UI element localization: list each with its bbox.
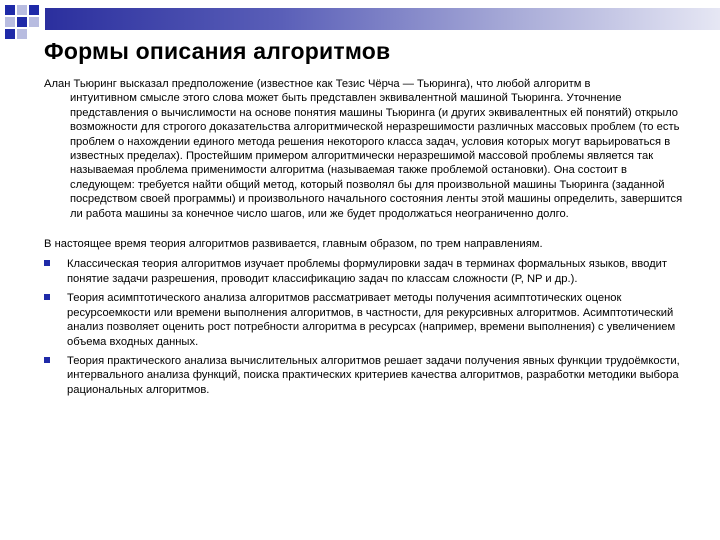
intro-continuation: интуитивном смысле этого слова может быть представлен эквивалентной машиной Тьюринга. Уточнение представления о вычислимости на основе понятия машины Тьюринга (и других эквивалентных ей понятий) открыло возможности для строгого доказательства алгоритмической неразрешимости различных массовых проблем (то есть проблем о нахождении единого метода решения некоторого класса задач, условия которых могут варьироваться в известных пределах). Простейшим примером алгоритмически неразрешимой массовой проблемы является так называемая проблема применимости алгоритма (называемая также проблемой остановки). Она состоит в следующем: требуется найти общий метод, который позволял бы для произвольной машины Тьюринга (заданной посредством своей программы) и произвольного начального состояния ленты этой машины определить, завершится ли работа машины за конечное число шагов, или же будет продолжаться неограниченно долго. <box>70 92 683 220</box>
slide-content <box>44 77 684 402</box>
intro-paragraph <box>44 77 684 221</box>
decor-square <box>5 29 15 39</box>
square-bullet-icon <box>44 357 50 363</box>
square-bullet-icon <box>44 294 50 300</box>
list-item <box>44 291 684 349</box>
intro-first-line: Алан Тьюринг высказал предположение (известное как Тезис Чёрча — Тьюринга), что любой алгоритм в <box>44 78 591 90</box>
decor-square <box>29 5 39 15</box>
square-bullet-icon <box>44 260 50 266</box>
decor-square <box>17 17 27 27</box>
list-item-text: Классическая теория алгоритмов изучает проблемы формулировки задач в терминах формальных языков, вводит понятие задачи разрешения, проводит классификацию задач по классам сложности (P, NP и др.). <box>67 258 667 285</box>
directions-paragraph: В настоящее время теория алгоритмов развивается, главным образом, по трем направлениям. <box>44 238 543 251</box>
decor-square <box>17 29 27 39</box>
bullet-list <box>44 257 684 397</box>
list-item-text: Теория асимптотического анализа алгоритмов рассматривает методы получения асимптотических оценок ресурсоемкости или времени выполнения алгоритмов, в частности, для рекурсивных алгоритмов. Асимптотический анализ позволяет оценить рост потребности алгоритма в ресурсах (например, времени выполнения) с увеличением объема входных данных. <box>67 292 676 348</box>
header-gradient-band <box>45 8 720 30</box>
decor-square <box>5 17 15 27</box>
list-item-text: Теория практического анализа вычислительных алгоритмов решает задачи получения явных функции трудоёмкости, интервального анализа функций, поиска практических критериев качества алгоритмов, разработки методики выбора рациональных алгоритмов. <box>67 354 680 396</box>
list-item <box>44 354 684 397</box>
decor-square <box>17 5 27 15</box>
list-item <box>44 257 684 286</box>
decor-square <box>5 5 15 15</box>
slide-title: Формы описания алгоритмов <box>44 38 391 64</box>
decor-square <box>29 17 39 27</box>
